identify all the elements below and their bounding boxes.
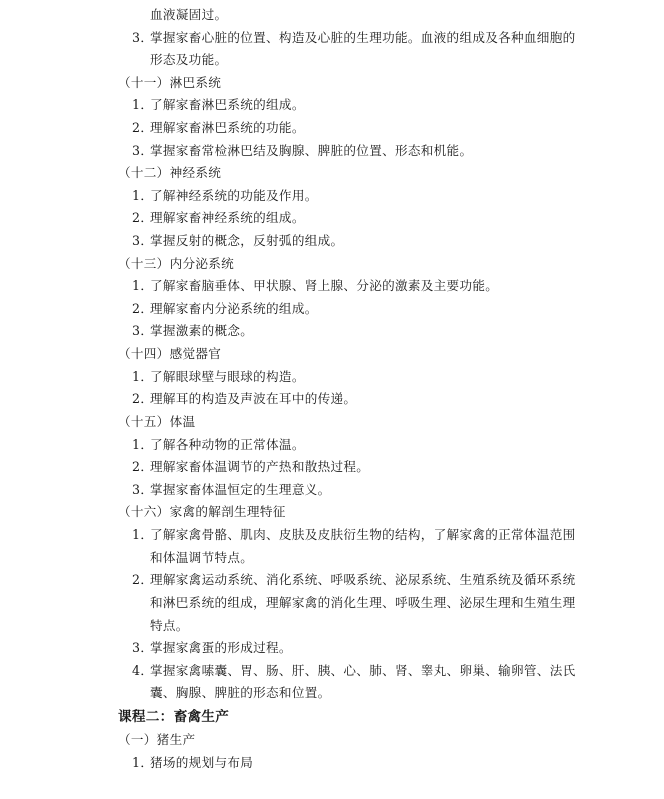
section-heading: （十二）神经系统 — [118, 165, 222, 180]
item-number: 2． — [132, 301, 154, 316]
item-text: 掌握激素的概念。 — [150, 323, 254, 338]
text-line: 和淋巴系统的组成，理解家禽的消化生理、呼吸生理、泌尿生理和生殖生理 — [150, 595, 576, 610]
item-number: 1． — [132, 188, 154, 203]
list-item — [132, 479, 331, 501]
section-heading: （十一）淋巴系统 — [118, 75, 222, 90]
list-item — [132, 117, 305, 139]
item-text: 了解各种动物的正常体温。 — [150, 437, 305, 452]
item-number: 1． — [132, 278, 154, 293]
item-number: 2． — [132, 572, 154, 587]
list-item — [132, 140, 472, 162]
item-number: 1． — [132, 755, 154, 770]
item-text: 掌握家畜常检淋巴结及胸腺、脾脏的位置、形态和机能。 — [150, 143, 473, 158]
item-text: 掌握家畜体温恒定的生理意义。 — [150, 482, 331, 497]
item-text: 理解家畜内分泌系统的组成。 — [150, 301, 318, 316]
item-number: 3． — [132, 30, 154, 45]
item-text: 了解眼球壁与眼球的构造。 — [150, 369, 305, 384]
list-item — [132, 524, 576, 546]
text-line: 血液凝固过。 — [150, 7, 228, 22]
item-number: 2． — [132, 120, 154, 135]
item-number: 3． — [132, 323, 154, 338]
item-text: 了解神经系统的功能及作用。 — [150, 188, 318, 203]
section-heading: （十四）感觉器官 — [118, 346, 222, 361]
item-text: 理解耳的构造及声波在耳中的传递。 — [150, 391, 357, 406]
list-item — [132, 637, 292, 659]
item-text: 理解家畜淋巴系统的功能。 — [150, 120, 305, 135]
item-number: 1． — [132, 437, 154, 452]
item-number: 4． — [132, 663, 154, 678]
list-item — [132, 388, 356, 410]
item-text: 掌握家禽嗉囊、胃、肠、肝、胰、心、肺、肾、睾丸、卵巢、输卵管、法氏 — [150, 663, 576, 678]
item-text: 理解家畜神经系统的组成。 — [150, 210, 305, 225]
item-text: 掌握家禽蛋的形成过程。 — [150, 640, 292, 655]
section-heading: （十六）家禽的解剖生理特征 — [118, 504, 286, 519]
item-number: 2． — [132, 210, 154, 225]
list-item — [132, 207, 305, 229]
list-item — [132, 27, 576, 49]
list-item — [132, 660, 576, 682]
list-item — [132, 752, 253, 774]
course-heading: 课程二：畜禽生产 — [118, 709, 230, 725]
item-text: 掌握反射的概念，反射弧的组成。 — [150, 233, 344, 248]
list-item — [132, 230, 343, 252]
list-item — [132, 298, 318, 320]
section-heading: （十五）体温 — [118, 414, 196, 429]
item-number: 2． — [132, 391, 154, 406]
item-text: 掌握家畜心脏的位置、构造及心脏的生理功能。血液的组成及各种血细胞的 — [150, 30, 576, 45]
item-text: 猪场的规划与布局 — [150, 755, 254, 770]
list-item — [132, 320, 253, 342]
item-number: 3． — [132, 640, 154, 655]
item-text: 了解家禽骨骼、肌肉、皮肤及皮肤衍生物的结构，了解家禽的正常体温范围 — [150, 527, 576, 542]
item-number: 2． — [132, 459, 154, 474]
text-line: 囊、胸腺、脾脏的形态和位置。 — [150, 685, 331, 700]
list-item — [132, 94, 305, 116]
list-item — [132, 366, 305, 388]
item-number: 1． — [132, 97, 154, 112]
item-number: 1． — [132, 527, 154, 542]
item-text: 理解家禽运动系统、消化系统、呼吸系统、泌尿系统、生殖系统及循环系统 — [150, 572, 576, 587]
list-item — [132, 569, 576, 591]
item-number: 1． — [132, 369, 154, 384]
item-number: 3． — [132, 482, 154, 497]
list-item — [132, 185, 318, 207]
item-text: 了解家畜淋巴系统的组成。 — [150, 97, 305, 112]
text-line: 形态及功能。 — [150, 52, 228, 67]
list-item — [132, 456, 369, 478]
item-number: 3． — [132, 143, 154, 158]
text-line: 特点。 — [150, 618, 189, 633]
item-number: 3． — [132, 233, 154, 248]
list-item — [132, 275, 498, 297]
item-text: 了解家畜脑垂体、甲状腺、肾上腺、分泌的激素及主要功能。 — [150, 278, 499, 293]
list-item — [132, 434, 305, 456]
text-line: 和体温调节特点。 — [150, 550, 254, 565]
section-heading: （一）猪生产 — [118, 732, 196, 747]
section-heading: （十三）内分泌系统 — [118, 256, 235, 271]
item-text: 理解家畜体温调节的产热和散热过程。 — [150, 459, 370, 474]
